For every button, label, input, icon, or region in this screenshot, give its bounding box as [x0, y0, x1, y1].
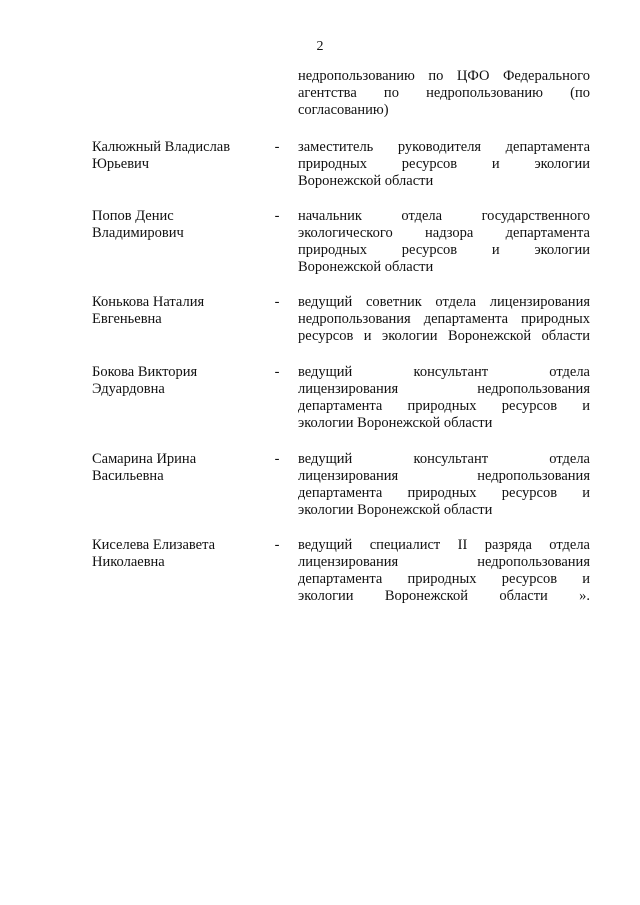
- member-name: [92, 294, 267, 328]
- name-line: Попов Денис: [92, 208, 174, 224]
- name-line: Киселева Елизавета: [92, 537, 216, 553]
- dash: -: [274, 537, 280, 553]
- name-line: Бокова Виктория: [92, 364, 198, 380]
- text-line: агентства по недропользованию (по: [298, 85, 590, 101]
- role-line: недропользования департамента природных: [298, 311, 590, 327]
- name-line: Калюжный Владислав: [92, 139, 231, 155]
- role-line: Воронежской области: [298, 173, 434, 189]
- role-line: экологии Воронежской области: [298, 415, 493, 431]
- dash: -: [274, 364, 280, 380]
- role-line: начальник отдела государственного: [298, 208, 590, 224]
- member-role: [298, 537, 590, 605]
- role-line: экологии Воронежской области: [298, 502, 493, 518]
- member-name: [92, 208, 267, 242]
- role-line: природных ресурсов и экологии: [298, 156, 590, 172]
- role-line: Воронежской области: [298, 259, 434, 275]
- name-line: Евгеньевна: [92, 311, 162, 327]
- role-line: департамента природных ресурсов и: [298, 485, 590, 501]
- role-line: экологического надзора департамента: [298, 225, 590, 241]
- member-name: [92, 451, 267, 485]
- member-name: [92, 139, 267, 173]
- member-role: [298, 364, 590, 432]
- dash: -: [274, 208, 280, 224]
- member-name: [92, 537, 267, 571]
- role-line: департамента природных ресурсов и: [298, 398, 590, 414]
- role-line: ведущий консультант отдела: [298, 364, 590, 380]
- dash: -: [274, 294, 280, 310]
- role-line: ведущий консультант отдела: [298, 451, 590, 467]
- role-line: природных ресурсов и экологии: [298, 242, 590, 258]
- role-line: заместитель руководителя департамента: [298, 139, 590, 155]
- name-line: Николаевна: [92, 554, 165, 570]
- role-line: лицензирования недропользования: [298, 554, 590, 570]
- name-line: Конькова Наталия: [92, 294, 205, 310]
- role-line: экологии Воронежской области ».: [298, 588, 590, 604]
- name-line: Самарина Ирина: [92, 451, 197, 467]
- member-name: [92, 364, 267, 398]
- role-line: ведущий советник отдела лицензирования: [298, 294, 590, 310]
- member-role: [298, 294, 590, 345]
- role-line: лицензирования недропользования: [298, 381, 590, 397]
- member-role: [298, 208, 590, 276]
- name-line: Владимирович: [92, 225, 184, 241]
- name-line: Эдуардовна: [92, 381, 165, 397]
- page-number: 2: [316, 39, 324, 54]
- role-line: ресурсов и экологии Воронежской области: [298, 328, 590, 344]
- text-line: согласованию): [298, 102, 389, 118]
- dash: -: [274, 451, 280, 467]
- member-role: [298, 139, 590, 190]
- text-line: недропользованию по ЦФО Федерального: [298, 68, 590, 84]
- dash: -: [274, 139, 280, 155]
- name-line: Васильевна: [92, 468, 164, 484]
- name-line: Юрьевич: [92, 156, 150, 172]
- member-role: [298, 451, 590, 519]
- role-line: лицензирования недропользования: [298, 468, 590, 484]
- continuation-text: [298, 68, 590, 119]
- role-line: ведущий специалист II разряда отдела: [298, 537, 590, 553]
- role-line: департамента природных ресурсов и: [298, 571, 590, 587]
